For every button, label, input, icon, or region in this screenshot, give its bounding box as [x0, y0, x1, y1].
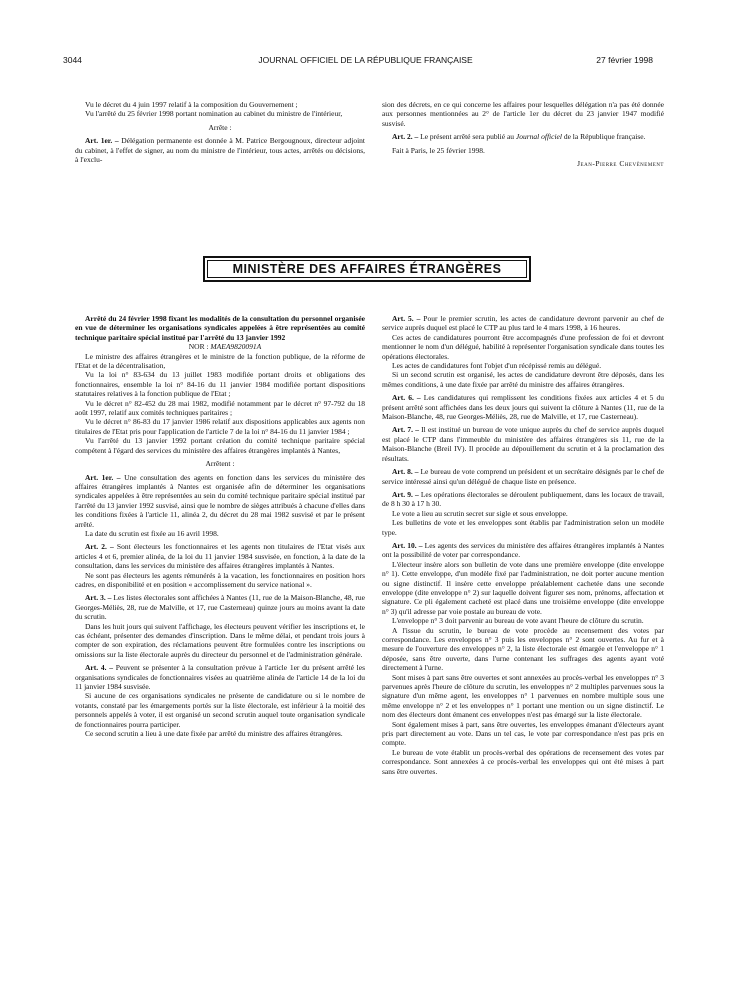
journal-reference: Journal officiel: [515, 132, 562, 142]
article-label: Art. 8. –: [392, 467, 419, 477]
article-text: Les candidatures qui remplissent les conditions fixées aux articles 4 et 5 du présent arrêté sont affichées dans les deux jours qui suivent la clôture à Nantes (11, rue de la Maison-Blanche, 48, rue Georges-Méliès, 28, rue de Malville, et 17, rue Casterneau).: [382, 393, 664, 422]
decree-subject: fixant les modalités de la consultation du personnel organisée en vue de déterminer les organisations syndicales appelées à être représentées au comité technique paritaire spécial institué par l'arrêté du 13 janvier 1992: [75, 314, 365, 342]
article-label: Art. 6. –: [392, 393, 421, 403]
journal-title: JOURNAL OFFICIEL DE LA RÉPUBLIQUE FRANÇAISE: [258, 55, 473, 65]
signature: Jean-Pierre Chevènement: [577, 159, 664, 169]
article-label: Art. 3. –: [85, 593, 112, 603]
issue-date: 27 février 1998: [596, 55, 653, 65]
article-text: Les agents des services du ministère des affaires étrangères implantés à Nantes ont la possibilité de voter par correspondance.: [382, 540, 664, 560]
paragraph: L'électeur insère alors son bulletin de vote dans une première enveloppe (dite enveloppe n° 1). Cette enveloppe, d'un modèle fixé par l'administration, ne doit porter aucune mention ou signe distinctif. Il insère cette enveloppe préalablement cachetée dans une seconde enveloppe (dite enveloppe n° 2) sur laquelle doivent figurer ses nom, prénoms, affectation et signature. Ce pli également cacheté est placé dans une troisième enveloppe (dite enveloppe n° 3) qu'il adresse par voie postale au bureau de vote.: [382, 559, 664, 616]
right-column: [382, 314, 664, 776]
article-text: Il est institué un bureau de vote unique auprès du chef de service auprès duquel est placé le CTP dans l'immeuble du ministère des affaires étrangères sis 11, rue de la Maison-Blanche (Breil IV). Il procède au dépouillement du scrutin et à la proclamation des résultats.: [382, 425, 664, 463]
article-text: Sont électeurs les fonctionnaires et les agents non titulaires de l'Etat visés aux articles 4 et 6, premier alinéa, de la loi du 11 janvier 1984 susvisée, en fonction, à la date de la consultation, dans les services du ministère des affaires étrangères implantés à Nantes.: [75, 542, 365, 571]
nor-label: NOR :: [188, 342, 211, 352]
paragraph: Dans les huit jours qui suivent l'affichage, les électeurs peuvent vérifier les inscriptions et, le cas échéant, présenter des demandes d'inscription. Dans le même délai, et pendant trois jours à compter de son expiration, des réclamations peuvent être formulées contre les inscriptions ou omissions sur la liste électorale auprès du directeur du personnel et de l'administration générale.: [75, 621, 365, 659]
place-date: Fait à Paris, le 25 février 1998.: [392, 145, 485, 155]
paragraph: Sont également mises à part, sans être ouvertes, les enveloppes émanant d'électeurs ayant pris part directement au vote. Dans un tel cas, le vote par correspondance n'est pas pris en compte.: [382, 719, 664, 748]
article-label: Art. 9. –: [392, 489, 419, 499]
article-6: [382, 393, 664, 421]
article-label: Art. 1er. –: [85, 136, 119, 146]
article-2: [382, 132, 664, 141]
article-10: [382, 541, 664, 560]
article-label: Art. 10. –: [392, 540, 423, 550]
article-text: Délégation permanente est donnée à M. Patrice Bergougnoux, directeur adjoint du cabinet, à l'effet de signer, au nom du ministre de l'intérieur, tous actes, arrêtés ou décisions, à l'exclu-: [75, 136, 365, 165]
paragraph: Le ministre des affaires étrangères et le ministre de la fonction publique, de la réforme de l'Etat et de la décentralisation,: [75, 351, 365, 371]
top-left-column: [75, 100, 365, 164]
top-right-column: [382, 100, 664, 172]
decree-title: [75, 314, 365, 342]
article-text: Le présent arrêté sera publié au: [418, 132, 516, 142]
article-text: Pour le premier scrutin, les actes de candidature devront parvenir au chef de service auprès duquel est placé le CTP au plus tard le 4 mars 1998, à 16 heures.: [382, 314, 664, 333]
article-3: [75, 593, 365, 621]
article-label: Art. 4. –: [85, 663, 114, 673]
article-text: Peuvent se présenter à la consultation prévue à l'article 1er du présent arrêté les organisations syndicales de fonctionnaires visées au quatrième alinéa de l'article 14 de la loi du 11 janvier 1984 susvisée.: [75, 663, 365, 692]
paragraph: Ce second scrutin a lieu à une date fixée par arrêté du ministre des affaires étrangères.: [85, 729, 343, 739]
article-label: Art. 5. –: [392, 314, 421, 323]
paragraph: La date du scrutin est fixée au 16 avril 1998.: [85, 528, 219, 538]
article-4: [75, 663, 365, 691]
paragraph: Vu la loi n° 83-634 du 13 juillet 1983 modifiée portant droits et obligations des fonctionnaires, ensemble la loi n° 84-16 du 11 janvier 1984 modifiée portant dispositions statutaires relatives à la fonction publique de l'Etat ;: [75, 370, 365, 399]
paragraph: L'enveloppe n° 3 doit parvenir au bureau de vote avant l'heure de clôture du scrutin.: [392, 616, 644, 626]
paragraph: Vu l'arrêté du 13 janvier 1992 portant création du comité technique paritaire spécial compétent à l'égard des services du ministère des affaires étrangères implantés à Nantes,: [75, 436, 365, 455]
paragraph: Vu le décret n° 82-452 du 28 mai 1982, modifié notamment par le décret n° 97-792 du 18 août 1997, relatif aux comités techniques paritaires ;: [75, 398, 365, 418]
paragraph: Si un second scrutin est organisé, les actes de candidature devront être déposés, dans les mêmes conditions, à une date fixée par arrêté du ministre des affaires étrangères.: [382, 370, 664, 389]
paragraph: Ces actes de candidatures pourront être accompagnés d'une profession de foi et devront mentionner le nom d'un délégué, habilité à représenter l'organisation syndicale dans toutes les opérations électorales.: [382, 332, 664, 361]
article-7: [382, 425, 664, 463]
paragraph: Les actes de candidatures font l'objet d'un récépissé remis au délégué.: [392, 361, 602, 371]
paragraph: Le vote a lieu au scrutin secret sur sigle et sous enveloppe.: [392, 508, 568, 518]
article-text: de la République française.: [561, 132, 646, 142]
nor-code: MAEA9820091A: [210, 342, 262, 352]
nor-reference: [75, 342, 365, 351]
article-text: Le bureau de vote comprend un président et un secrétaire désignés par le chef de service intéressé ainsi qu'un délégué de chaque liste en présence.: [382, 467, 664, 486]
paragraph: Si aucune de ces organisations syndicales ne présente de candidature ou si le nombre de votants, constaté par les émargements portés sur la liste électorale, est inférieur à la moitié des personnels appelés à voter, il est organisé un second scrutin auquel toute organisation syndicale de fonctionnaires pourra participer.: [75, 691, 365, 729]
article-1: [75, 136, 365, 164]
ministry-banner: [203, 256, 531, 282]
paragraph: Sont mises à part sans être ouvertes et sont annexées au procès-verbal les enveloppes n° 3 parvenues après l'heure de clôture du scrutin, les enveloppes n° 2 multiples parvenues sous la signature d'un même agent, les enveloppes n° 1 parvenues en nombre multiple sous une même enveloppe n° 2 et les enveloppes n° 1 portant une mention ou un signe distinctif. Le nom des électeurs dont émanent ces enveloppes n'est pas émargé sur la liste électorale.: [382, 672, 664, 720]
article-2: [75, 542, 365, 570]
article-9: [382, 490, 664, 509]
paragraph: Les bulletins de vote et les enveloppes sont établis par l'administration selon un modèle type.: [382, 518, 664, 537]
ministry-title: MINISTÈRE DES AFFAIRES ÉTRANGÈRES: [232, 262, 502, 276]
decree-date: Arrêté du 24 février 1998: [85, 314, 167, 323]
article-text: Une consultation des agents en fonction dans les services du ministère des affaires étrangères implantés à Nantes est organisée afin de déterminer les organisations syndicales appelées à être représentées au sein du comité technique paritaire spécial institué par l'arrêté du 13 janvier 1992 susvisé, ainsi que le nombre de sièges attribués à chacune d'elles dans les conditions fixées à l'article 11, alinéa 2, du décret du 28 mai 1982 susvisé et par le présent arrêté.: [75, 472, 366, 529]
article-label: Art. 2. –: [392, 132, 419, 142]
paragraph: Le bureau de vote établit un procès-verbal des opérations de recensement des votes par correspondance. Sont annexées à ce procès-verbal les enveloppes qui ont été mises à part sans être ouvertes.: [382, 747, 664, 776]
left-column: [75, 314, 365, 738]
article-text: Les opérations électorales se déroulent publiquement, dans les locaux de travail, de 8 h 30 à 17 h 30.: [382, 489, 664, 509]
article-8: [382, 467, 664, 486]
paragraph: Vu le décret n° 86-83 du 17 janvier 1986 relatif aux dispositions applicables aux agents non titulaires de l'Etat pris pour l'application de l'article 7 de la loi n° 84-16 du 11 janvier 1984 ;: [75, 417, 365, 436]
article-label: Art. 2. –: [85, 542, 114, 552]
page-number: 3044: [63, 55, 82, 65]
arrete-heading: Arrête :: [208, 122, 232, 132]
paragraph: A l'issue du scrutin, le bureau de vote procède au recensement des votes par correspondance. Les enveloppes n° 3 puis les enveloppes n° 2 sont ouvertes. Au fur et à mesure de l'ouverture des enveloppes n° 2, la liste électorale est émargée et l'enveloppe n° 1 déposée, sans être ouverte, dans l'urne contenant les suffrages des agents ayant voté directement à l'urne.: [382, 625, 664, 673]
article-label: Art. 7. –: [392, 425, 419, 435]
article-1: [75, 473, 365, 529]
paragraph: sion des décrets, en ce qui concerne les affaires pour lesquelles délégation n'a pas été donnée aux personnes mentionnées au 2° de l'article 1er du décret du 23 janvier 1947 modifié susvisé.: [382, 100, 664, 128]
paragraph: Vu l'arrêté du 25 février 1998 portant nomination au cabinet du ministre de l'intérieur,: [85, 109, 343, 119]
paragraph: Ne sont pas électeurs les agents rémunérés à la vacation, les fonctionnaires en position hors cadres, en disponibilité et en position « accomplissement du service national ».: [75, 570, 365, 589]
arretent-heading: Arrêtent :: [205, 459, 235, 469]
paragraph: Vu le décret du 4 juin 1997 relatif à la composition du Gouvernement ;: [85, 100, 298, 109]
article-label: Art. 1er. –: [85, 472, 121, 482]
article-5: [382, 314, 664, 333]
article-text: Les listes électorales sont affichées à Nantes (11, rue de la Maison-Blanche, 48, rue Georges-Méliès, 28, rue de Malville, et 17, rue Casterneau) quinze jours au moins avant la date du scrutin.: [75, 593, 365, 622]
